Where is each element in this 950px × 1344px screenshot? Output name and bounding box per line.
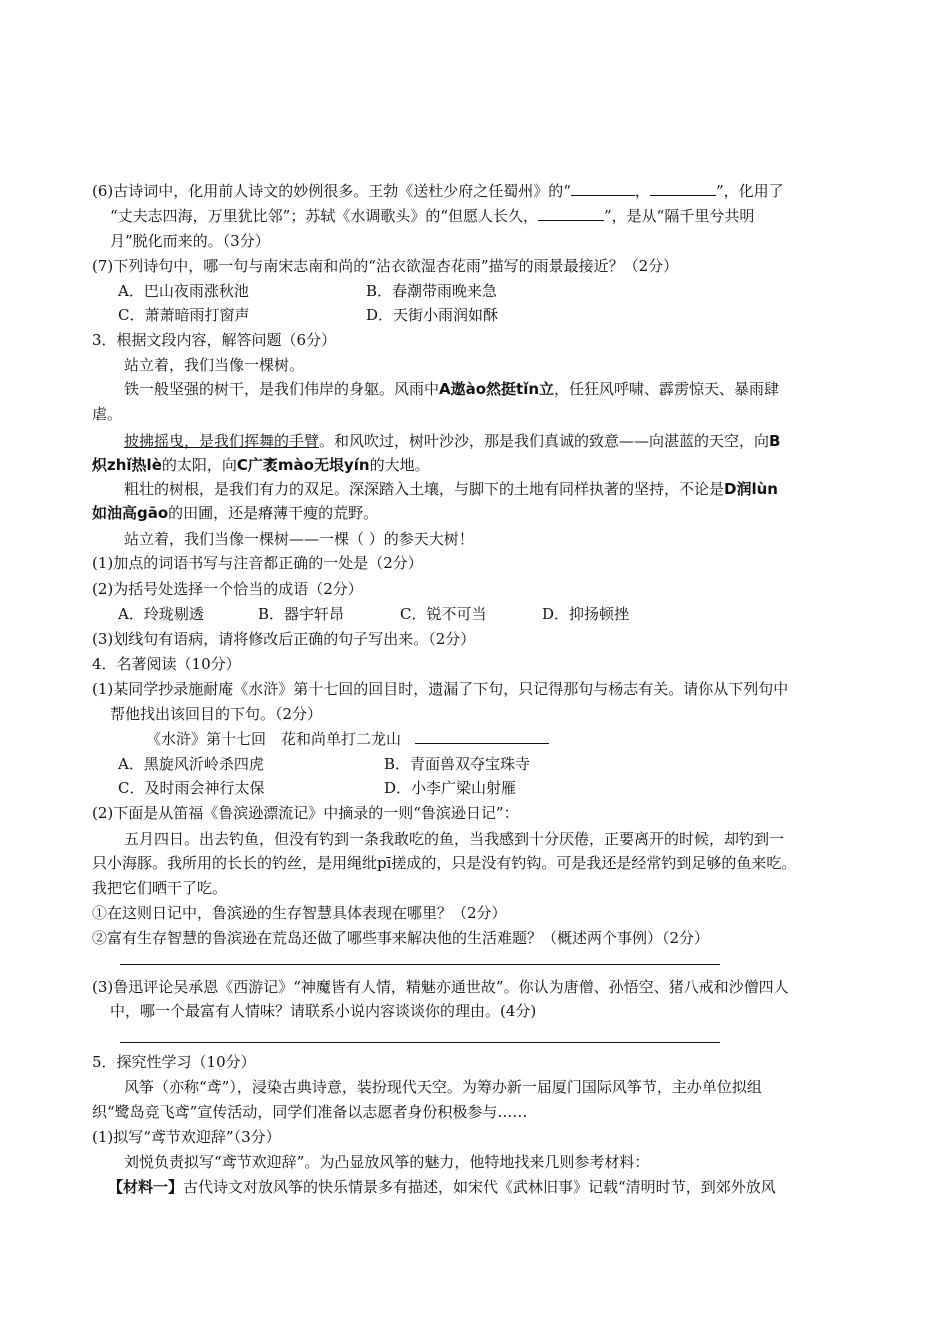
diary-line: 五月四日。出去钓鱼，但没有钓到一条我敢吃的鱼，当我感到十分厌倦，正要离开的时候，却钓到一 <box>124 830 785 848</box>
passage-line: 刘悦负责拟写“鸢节欢迎辞”。为凸显放风筝的魅力，他特地找来几则参考材料： <box>124 1153 650 1171</box>
text: 古代诗文对放风筝的快乐情景多有描述，如宋代《武林旧事》记载“清明时节，到郊外放风 <box>183 1178 776 1196</box>
sub-question: (1)加点的词语书写与注音都正确的一处是（2分） <box>92 554 423 572</box>
answer-line[interactable] <box>120 964 720 965</box>
text: ”，是从“隔千里兮共明 <box>604 207 755 225</box>
passage-line <box>124 378 779 400</box>
text: ，任狂风呼啸、霹雳惊天、暴雨肆 <box>554 380 780 398</box>
text: 的田圃，还是瘠薄干瘦的荒野。 <box>168 504 379 522</box>
text: “丈夫志四海，万里犹比邻”；苏轼《水调歌头》的“但愿人长久， <box>110 207 539 225</box>
text: 。和风吹过，树叶沙沙，那是我们真诚的致意——向湛蓝的天空，向 <box>319 432 770 450</box>
marked-word: A遨ào然挺tǐn立 <box>439 380 555 398</box>
passage-line: 站立着，我们当像一棵树——一棵（ ）的参天大树！ <box>124 530 474 548</box>
option-c[interactable]: C．及时雨会神行太保 <box>118 779 265 797</box>
passage-line <box>92 502 378 524</box>
diary-line: 我把它们晒干了吃。 <box>92 879 228 897</box>
option-a[interactable]: A．巴山夜雨涨秋池 <box>118 282 249 300</box>
diary-line: 只小海豚。我所用的长长的钓丝，是用绳纰pī搓成的，只是没有钓钩。可是我还是经常钓到足够的鱼来吃。 <box>92 854 797 872</box>
passage-line <box>124 478 778 500</box>
text: 的大地。 <box>369 456 430 474</box>
option-b[interactable]: B．器宇轩昂 <box>258 605 345 623</box>
option-b[interactable]: B．青面兽双夺宝珠寺 <box>384 755 531 773</box>
text: 《水浒》第十七回 花和尚单打二龙山 <box>146 730 402 748</box>
material-label: 【材料一】 <box>108 1178 184 1196</box>
chapter-title <box>146 728 549 750</box>
q2-7-stem: (7)下列诗句中，哪一句与南宋志南和尚的“沾衣欲湿杏花雨”描写的雨景最接近？（2分） <box>92 257 679 275</box>
passage-line: 风筝（亦称“鸢”），浸染古典诗意，装扮现代天空。为筹办新一届厦门国际风筝节，主办单位拟组 <box>124 1078 762 1096</box>
answer-blank[interactable] <box>415 729 549 744</box>
underlined-sentence: 披拂摇曳，是我们挥舞的手臂 <box>124 432 320 450</box>
sub-question: (3)鲁迅评论吴承恩《西游记》“神魔皆有人情，精魅亦通世故”。你认为唐僧、孙悟空、猪八戒和沙僧四人 <box>92 978 789 996</box>
question-4-title: 4．名著阅读（10分） <box>92 655 241 673</box>
option-c[interactable]: C．萧萧暗雨打窗声 <box>118 306 250 324</box>
option-b[interactable]: B．春潮带雨晚来急 <box>366 282 498 300</box>
sub-question: ②富有生存智慧的鲁滨逊在荒岛还做了哪些事来解决他的生活难题？（概述两个事例）（2分） <box>92 929 710 947</box>
marked-word: C广袤mào无垠yín <box>236 456 370 474</box>
marked-word: 如油高gāo <box>92 504 169 522</box>
passage-line <box>92 454 430 476</box>
question-5-title: 5．探究性学习（10分） <box>92 1053 256 1071</box>
text: (6)古诗词中，化用前人诗文的妙例很多。王勃《送杜少府之任蜀州》的“ <box>92 182 571 200</box>
q2-6-line2 <box>110 205 754 227</box>
sub-question: ①在这则日记中，鲁滨逊的生存智慧具体表现在哪里？（2分） <box>92 904 507 922</box>
answer-blank[interactable] <box>650 181 716 196</box>
passage-line <box>124 430 780 452</box>
marked-word: D润lùn <box>724 480 778 498</box>
option-a[interactable]: A．玲珑剔透 <box>118 605 204 623</box>
material-line <box>108 1176 776 1198</box>
q2-6-line1 <box>92 180 784 202</box>
option-a[interactable]: A．黑旋风沂岭杀四虎 <box>118 755 264 773</box>
answer-line[interactable] <box>120 1042 720 1043</box>
sub-question: 中，哪一个最富有人情味？请联系小说内容谈谈你的理由。(4分) <box>110 1002 537 1020</box>
sub-question: 帮他找出该回目的下句。（2分） <box>110 705 323 723</box>
sub-question: (1)拟写“鸢节欢迎辞”（3分） <box>92 1128 281 1146</box>
text: 粗壮的树根，是我们有力的双足。深深踏入土壤，与脚下的土地有同样执著的坚持，不论是 <box>124 480 725 498</box>
option-c[interactable]: C．锐不可当 <box>400 605 487 623</box>
answer-blank[interactable] <box>538 206 604 221</box>
option-d[interactable]: D．天街小雨润如酥 <box>366 306 499 324</box>
marked-word: 炽zhǐ热lè <box>92 456 162 474</box>
passage-line: 站立着，我们当像一棵树。 <box>124 356 305 374</box>
passage-line: 织“鹭岛竞飞鸢”宣传活动，同学们准备以志愿者身份积极参与…… <box>92 1103 528 1121</box>
q2-6-line3: 月”脱化而来的。（3分） <box>110 232 270 250</box>
answer-blank[interactable] <box>571 181 635 196</box>
passage-line: 虐。 <box>92 405 123 423</box>
sub-question: (3)划线句有语病，请将修改后正确的句子写出来。（2分） <box>92 630 476 648</box>
question-3-title: 3．根据文段内容，解答问题（6分） <box>92 331 337 349</box>
marked-word: B <box>769 432 781 450</box>
text: 的太阳，向 <box>161 456 237 474</box>
option-d[interactable]: D．小李广梁山射雁 <box>384 779 517 797</box>
sub-question: (1)某同学抄录施耐庵《水浒》第十七回的回目时，遗漏了下句，只记得那句与杨志有关。请你从下列句中 <box>92 680 789 698</box>
text: 铁一般坚强的树干，是我们伟岸的身躯。风雨中 <box>124 380 440 398</box>
sub-question: (2)下面是从笛福《鲁滨逊漂流记》中摘录的一则“鲁滨逊日记”： <box>92 804 519 822</box>
option-d[interactable]: D．抑扬顿挫 <box>542 605 630 623</box>
text: ”，化用了 <box>715 182 784 200</box>
sub-question: (2)为括号处选择一个恰当的成语（2分） <box>92 580 363 598</box>
text: ， <box>634 182 650 200</box>
